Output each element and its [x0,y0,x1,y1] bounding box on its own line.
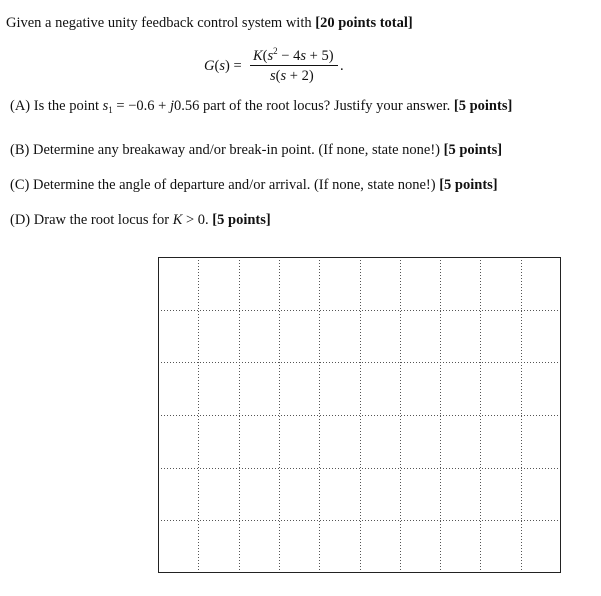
equation-period: . [340,58,344,74]
question-b [10,141,502,159]
question-a-label: (A) [10,98,31,114]
equation-lhs: G(s) = [204,58,242,74]
question-b-text: Determine any breakaway and/or break-in point. (If none, state none!) [32,142,441,158]
question-c-label: (C) [10,177,30,193]
question-c-text: Determine the angle of departure and/or arrival. (If none, state none!) [32,177,436,193]
question-a-point-expression: $s_1 = -0.6 + j0.56$ [102,98,200,115]
question-d-text: Draw the root locus for [33,212,170,228]
intro-points: [20 points total] [315,15,413,31]
question-b-points: [5 points] [443,142,503,158]
intro-text [6,14,413,32]
fraction-bar [250,65,338,66]
question-d-math: K > 0. [172,212,209,228]
question-a-points: [5 points] [453,98,513,114]
question-d [10,211,271,229]
equation-numerator: $K(s^2 - 4s + 5)$ [253,46,334,64]
question-a-text: Is the point [33,98,100,114]
transfer-function [200,45,360,89]
intro-sentence: Given a negative unity feedback control system with [6,15,312,31]
equation-denominator: s(s + 2) [270,68,314,84]
question-c [10,176,498,194]
question-c-points: [5 points] [439,177,498,193]
question-d-label: (D) [10,212,31,228]
question-a-text-after: part of the root locus? Justify your answer. [203,98,451,114]
grid-lines [158,257,561,573]
root-locus-drawing-grid [158,257,561,573]
question-d-points: [5 points] [212,212,271,228]
question-b-label: (B) [10,142,30,158]
question-a [10,97,512,119]
